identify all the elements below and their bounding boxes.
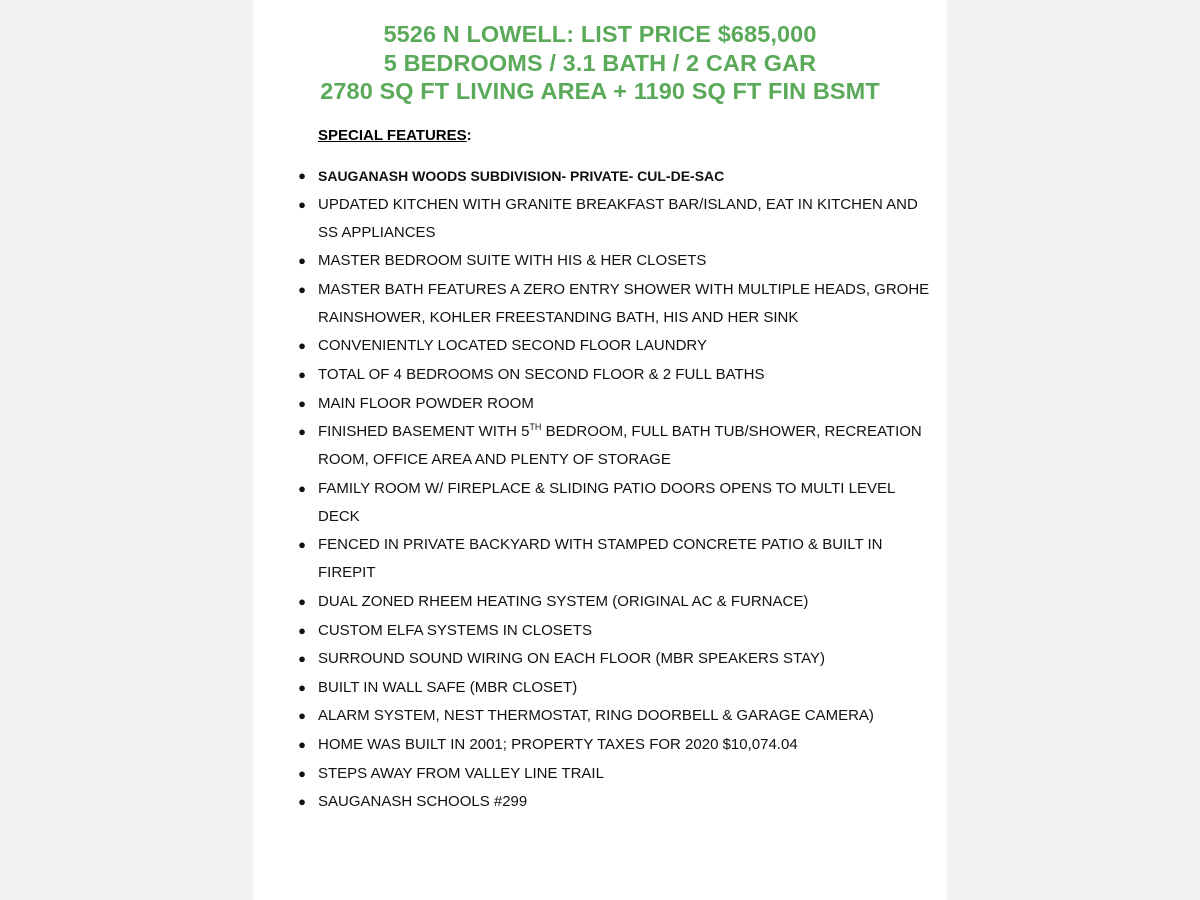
feature-item <box>297 162 937 190</box>
feature-item <box>297 247 937 275</box>
bullet-dot-icon: ● <box>298 395 306 411</box>
bullet-dot-icon: ● <box>298 338 306 354</box>
bullet-dot-icon: ● <box>298 736 306 752</box>
feature-item <box>297 531 937 587</box>
bullet-dot-icon: ● <box>298 196 306 212</box>
feature-text: SAUGANASH WOODS SUBDIVISION- PRIVATE- CUL-DE-SAC <box>318 168 725 184</box>
feature-text-part: FINISHED BASEMENT WITH 5 <box>318 423 530 441</box>
features-list <box>297 162 937 817</box>
feature-text: TOTAL OF 4 BEDROOMS ON SECOND FLOOR & 2 FULL BATHS <box>318 365 765 383</box>
bullet-dot-icon: ● <box>298 537 306 553</box>
feature-item <box>297 760 937 788</box>
feature-item <box>297 674 937 702</box>
feature-item <box>297 390 937 418</box>
feature-text: FENCED IN PRIVATE BACKYARD WITH STAMPED CONCRETE PATIO & BUILT IN FIREPIT <box>318 536 883 582</box>
feature-item <box>297 475 937 531</box>
feature-item <box>297 588 937 616</box>
feature-item <box>297 788 937 816</box>
feature-item <box>297 276 937 332</box>
feature-item <box>297 731 937 759</box>
feature-text <box>318 418 937 474</box>
feature-text: STEPS AWAY FROM VALLEY LINE TRAIL <box>318 764 604 782</box>
feature-text: SAUGANASH SCHOOLS #299 <box>318 793 528 811</box>
feature-item <box>297 361 937 389</box>
bullet-dot-icon: ● <box>298 281 306 297</box>
feature-text: MASTER BEDROOM SUITE WITH HIS & HER CLOSETS <box>318 252 707 270</box>
bullet-dot-icon: ● <box>298 480 306 496</box>
feature-text: FAMILY ROOM W/ FIREPLACE & SLIDING PATIO DOORS OPENS TO MULTI LEVEL DECK <box>318 479 895 525</box>
bullet-dot-icon: ● <box>298 622 306 638</box>
feature-item <box>297 191 937 247</box>
header-rooms: 5 BEDROOMS / 3.1 BATH / 2 CAR GAR <box>383 49 817 76</box>
header-address-price: 5526 N LOWELL: LIST PRICE $685,000 <box>383 21 817 47</box>
feature-text: MASTER BATH FEATURES A ZERO ENTRY SHOWER WITH MULTIPLE HEADS, GROHE RAINSHOWER, KOHLER FREESTANDING BATH, HIS AND HER SINK <box>318 280 930 326</box>
feature-text: DUAL ZONED RHEEM HEATING SYSTEM (ORIGINAL AC & FURNACE) <box>318 592 809 610</box>
feature-text: SURROUND SOUND WIRING ON EACH FLOOR (MBR SPEAKERS STAY) <box>318 650 825 668</box>
bullet-dot-icon: ● <box>298 366 306 382</box>
document-page <box>253 0 947 900</box>
feature-text: UPDATED KITCHEN WITH GRANITE BREAKFAST BAR/ISLAND, EAT IN KITCHEN AND SS APPLIANCES <box>318 195 918 241</box>
feature-item <box>297 702 937 730</box>
special-features-title: SPECIAL FEATURES <box>318 127 467 144</box>
listing-header <box>253 20 947 106</box>
feature-text-part: BEDROOM, FULL BATH TUB/SHOWER, RECREATION ROOM, OFFICE AREA AND PLENTY OF STORAGE <box>318 423 922 469</box>
special-features-heading <box>318 127 472 144</box>
feature-item <box>297 418 937 474</box>
feature-text: HOME WAS BUILT IN 2001; PROPERTY TAXES FOR 2020 $10,074.04 <box>318 735 798 753</box>
bullet-dot-icon: ● <box>298 424 306 440</box>
feature-item <box>297 617 937 645</box>
bullet-dot-icon: ● <box>298 168 306 183</box>
bullet-dot-icon: ● <box>298 765 306 781</box>
bullet-dot-icon: ● <box>298 794 306 810</box>
feature-text: BUILT IN WALL SAFE (MBR CLOSET) <box>318 678 578 696</box>
bullet-dot-icon: ● <box>298 651 306 667</box>
ordinal-suffix: TH <box>529 422 542 433</box>
bullet-dot-icon: ● <box>298 708 306 724</box>
bullet-dot-icon: ● <box>298 253 306 269</box>
header-square-footage: 2780 SQ FT LIVING AREA + 1190 SQ FT FIN BSMT <box>320 78 880 104</box>
special-features-colon: : <box>466 127 472 144</box>
feature-item <box>297 332 937 360</box>
feature-text: ALARM SYSTEM, NEST THERMOSTAT, RING DOORBELL & GARAGE CAMERA) <box>318 707 874 725</box>
feature-text: MAIN FLOOR POWDER ROOM <box>318 394 534 412</box>
bullet-dot-icon: ● <box>298 593 306 609</box>
feature-item <box>297 645 937 673</box>
feature-text: CONVENIENTLY LOCATED SECOND FLOOR LAUNDRY <box>318 337 707 355</box>
bullet-dot-icon: ● <box>298 679 306 695</box>
feature-text: CUSTOM ELFA SYSTEMS IN CLOSETS <box>318 621 592 639</box>
